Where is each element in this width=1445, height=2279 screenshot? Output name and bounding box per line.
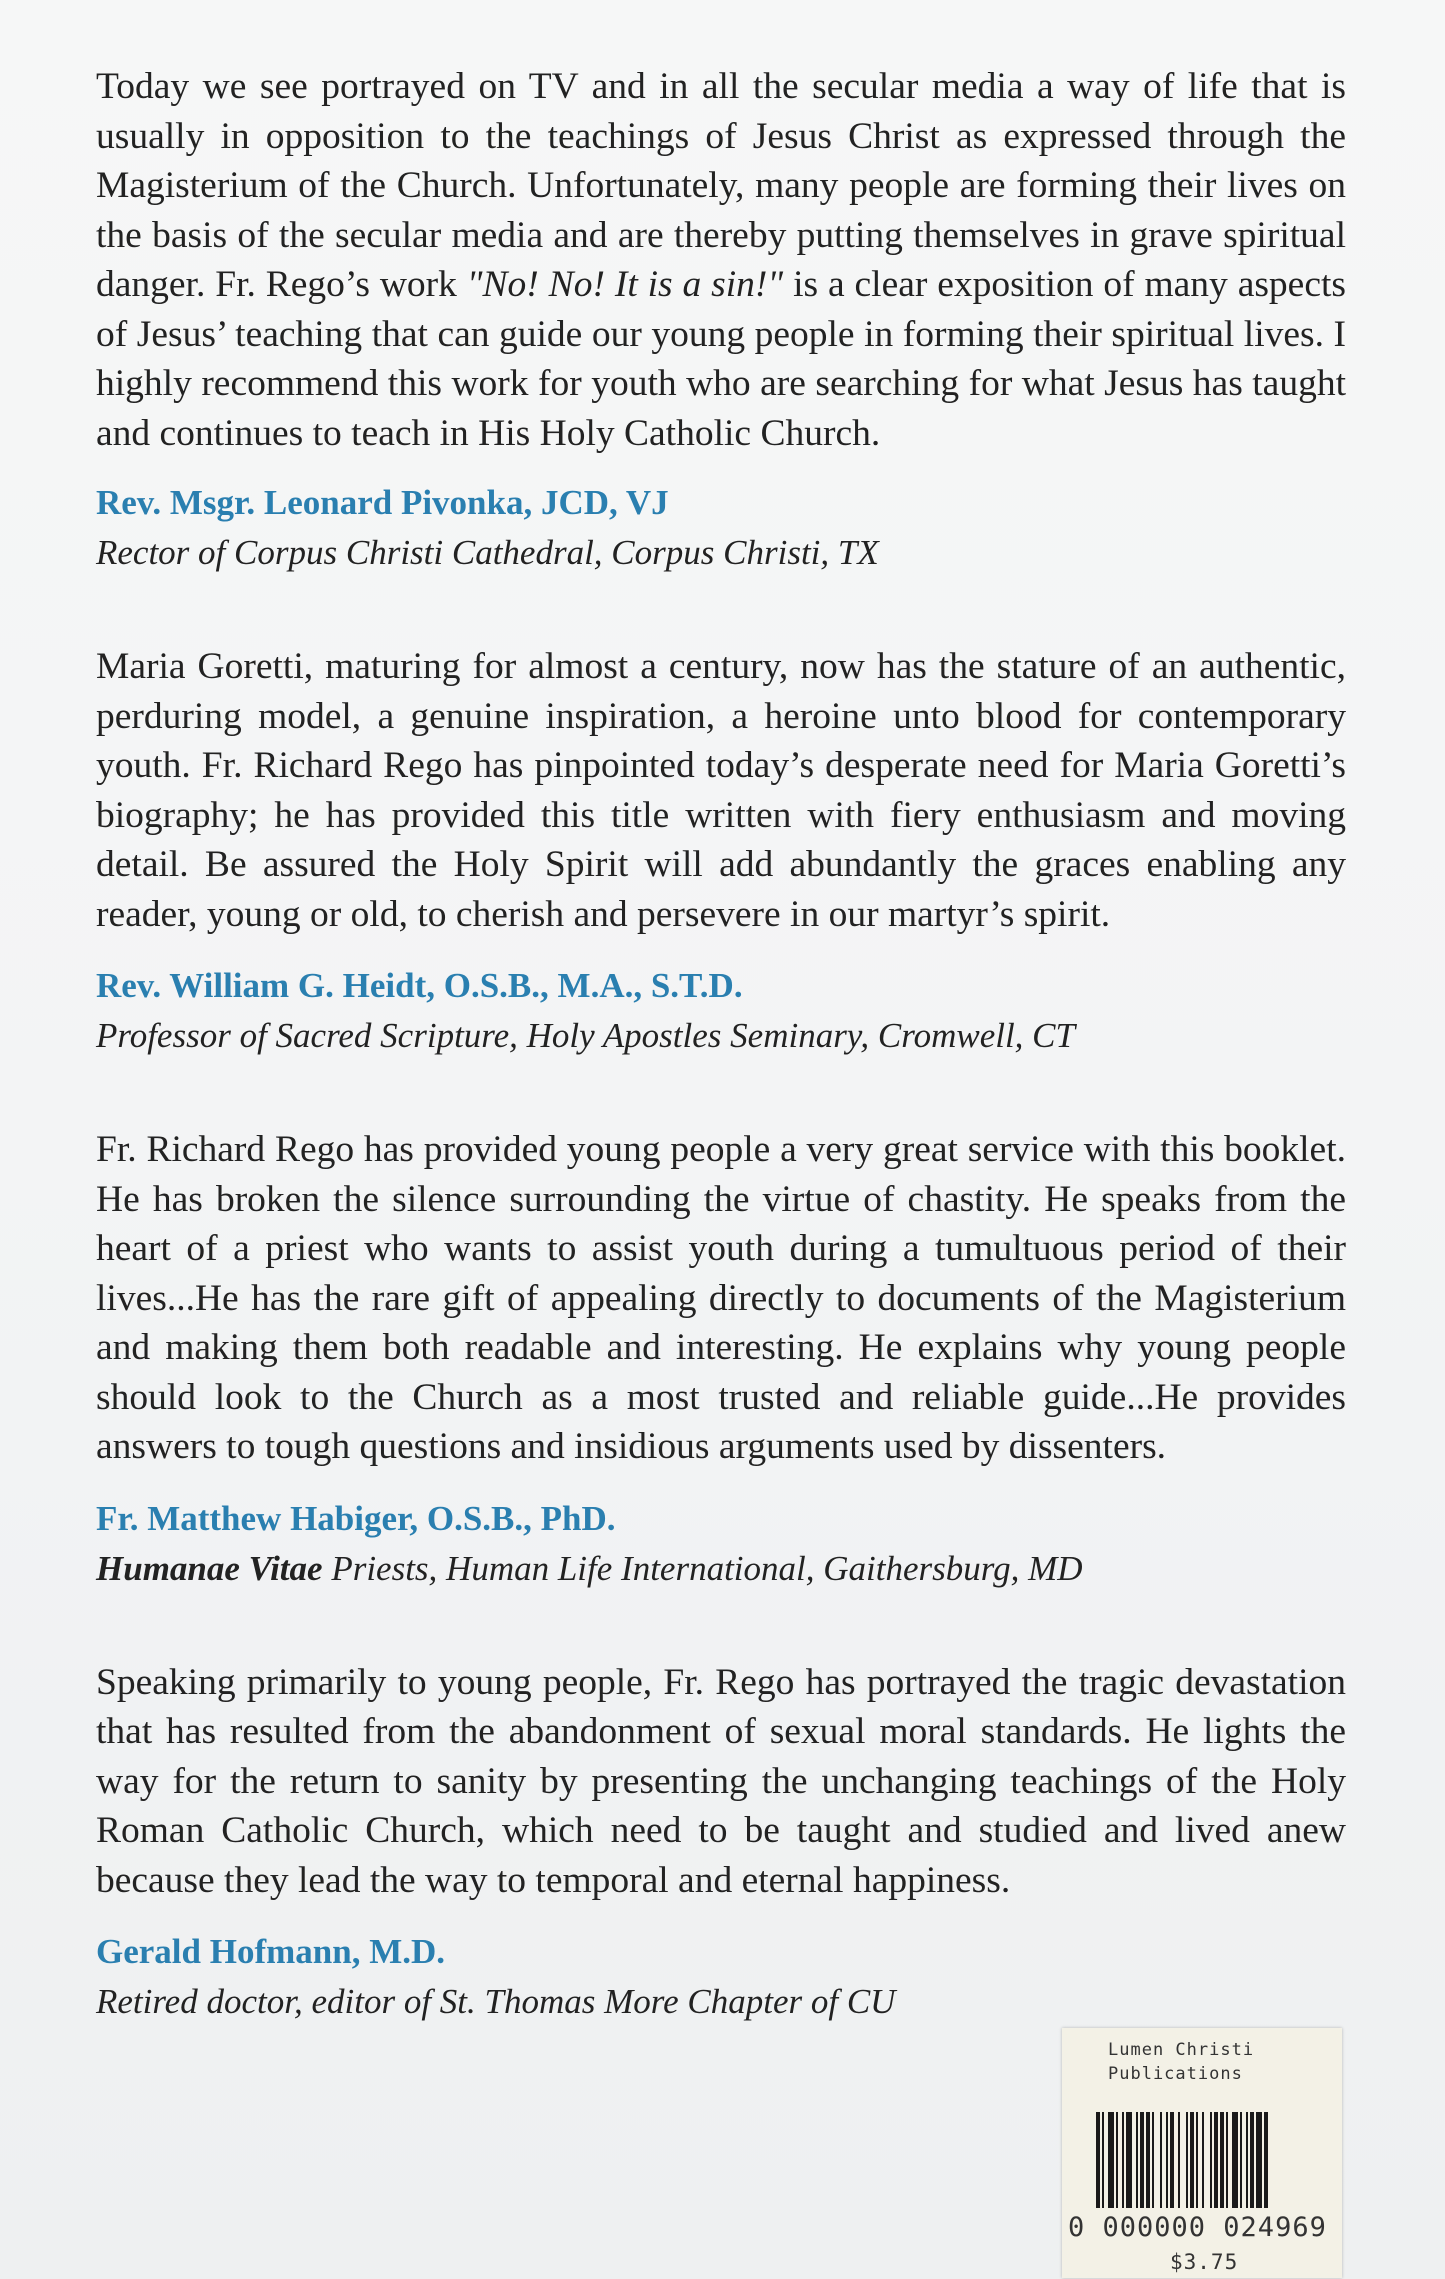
endorsement-text: Fr. Richard Rego has provided young people a very great service with this booklet. He has broken the silence surrounding the virtue of chastity. He speaks from the heart of a priest who wants to assist youth during a tumultuous period of their lives...He has the rare gift of appealing directly to documents of the Magisterium and making them both readable and interesting. He explains why young people should look to the Church as a most trusted and reliable guide...He provides answers to tough questions and insidious arguments used by dissenters. bbox=[96, 1129, 1346, 1467]
endorsement-affiliation: Professor of Sacred Scripture, Holy Apostles Seminary, Cromwell, CT bbox=[96, 1016, 1075, 1055]
affiliation-bold-title: Humanae Vitae bbox=[96, 1548, 323, 1588]
barcode-bar bbox=[1136, 2112, 1138, 2208]
barcode-bar bbox=[1226, 2112, 1228, 2208]
endorsement-4 bbox=[96, 1658, 1346, 2026]
endorsement-2 bbox=[96, 642, 1346, 1059]
endorsement-affiliation: Rector of Corpus Christi Cathedral, Corpus Christi, TX bbox=[96, 533, 879, 572]
endorsement-author: Fr. Matthew Habiger, O.S.B., PhD. bbox=[96, 1498, 616, 1538]
endorsement-text-part: Today we see portrayed on TV and in all the secular media a way of life that is usually in opposition to the teachings of Jesus Christ as expressed through the Magisterium of the Church. Unfortunately, many people are forming their lives on the basis of the secular media and are thereby putting themselves in grave spiritual danger. Fr. Rego’s work bbox=[96, 66, 1346, 305]
barcode-bar bbox=[1146, 2112, 1150, 2208]
endorsements-column bbox=[96, 62, 1346, 2025]
barcode-bar bbox=[1210, 2112, 1212, 2208]
barcode-bar bbox=[1196, 2112, 1198, 2208]
barcode-bar bbox=[1190, 2112, 1194, 2208]
barcode-bar bbox=[1152, 2112, 1154, 2208]
barcode-bar bbox=[1116, 2112, 1118, 2208]
barcode-bar bbox=[1246, 2112, 1248, 2208]
barcode-bar bbox=[1140, 2112, 1144, 2208]
endorsement-text: Speaking primarily to young people, Fr. Rego has portrayed the tragic devastation that has resulted from the abandonment of sexual moral standards. He lights the way for the return to sanity by presenting the unchanging teachings of the Holy Roman Catholic Church, which need to be taught and studied and lived anew because they lead the way to temporal and eternal happiness. bbox=[96, 1661, 1346, 1901]
endorsement-text-part: is a clear exposition of many aspects of Jesus’ teaching that can guide our young people in forming their spiritual lives. I highly recommend this work for youth who are searching for what Jesus has taught and continues to teach in His Holy Catholic Church. bbox=[96, 264, 1346, 454]
endorsement-3 bbox=[96, 1125, 1346, 1592]
barcode-bar bbox=[1126, 2112, 1132, 2208]
barcode-bar bbox=[1166, 2112, 1168, 2208]
barcode-bar bbox=[1122, 2112, 1124, 2208]
endorsement-author: Gerald Hofmann, M.D. bbox=[96, 1932, 446, 1971]
barcode-bar bbox=[1102, 2112, 1104, 2208]
endorsement-1 bbox=[96, 62, 1346, 576]
barcode-bar bbox=[1220, 2112, 1224, 2208]
endorsement-affiliation: Retired doctor, editor of St. Thomas More Chapter of CU bbox=[96, 1982, 896, 2021]
endorsement-author: Rev. William G. Heidt, O.S.B., M.A., S.T.D. bbox=[96, 966, 743, 1005]
book-title-italic: "No! No! It is a sin!" bbox=[466, 264, 784, 305]
barcode-bar bbox=[1202, 2112, 1204, 2208]
sticker-publisher-line2: Publications bbox=[1108, 2064, 1243, 2084]
barcode-bar bbox=[1170, 2112, 1174, 2208]
barcode-bar bbox=[1264, 2112, 1268, 2208]
barcode-bar bbox=[1232, 2112, 1238, 2208]
barcode-number: 0 000000 024969 bbox=[1068, 2212, 1327, 2243]
barcode-bar bbox=[1186, 2112, 1188, 2208]
barcode-bar bbox=[1178, 2112, 1180, 2208]
sticker-publisher bbox=[1108, 2038, 1254, 2086]
endorsement-text bbox=[96, 62, 1346, 458]
barcode-bar bbox=[1240, 2112, 1242, 2208]
barcode-bar bbox=[1256, 2112, 1262, 2208]
affiliation-rest: Priests, Human Life International, Gaithersburg, MD bbox=[322, 1548, 1083, 1588]
barcode-bar bbox=[1108, 2112, 1114, 2208]
endorsement-text: Maria Goretti, maturing for almost a century, now has the stature of an authentic, perduring model, a genuine inspiration, a heroine unto blood for contemporary youth. Fr. Richard Rego has pinpointed today’s desperate need for Maria Goretti’s biography; he has provided this title written with fiery enthusiasm and moving detail. Be assured the Holy Spirit will add abundantly the graces enabling any reader, young or old, to cherish and persevere in our martyr’s spirit. bbox=[96, 646, 1346, 935]
endorsement-affiliation bbox=[96, 1546, 1346, 1592]
sticker-price: $3.75 bbox=[1170, 2250, 1239, 2274]
barcode-bar bbox=[1250, 2112, 1254, 2208]
barcode-icon bbox=[1096, 2112, 1322, 2208]
barcode-bar bbox=[1160, 2112, 1162, 2208]
price-sticker bbox=[1062, 2028, 1342, 2278]
sticker-publisher-line1: Lumen Christi bbox=[1108, 2040, 1255, 2060]
barcode-bar bbox=[1096, 2112, 1100, 2208]
endorsement-author: Rev. Msgr. Leonard Pivonka, JCD, VJ bbox=[96, 483, 669, 522]
barcode-bar bbox=[1214, 2112, 1218, 2208]
